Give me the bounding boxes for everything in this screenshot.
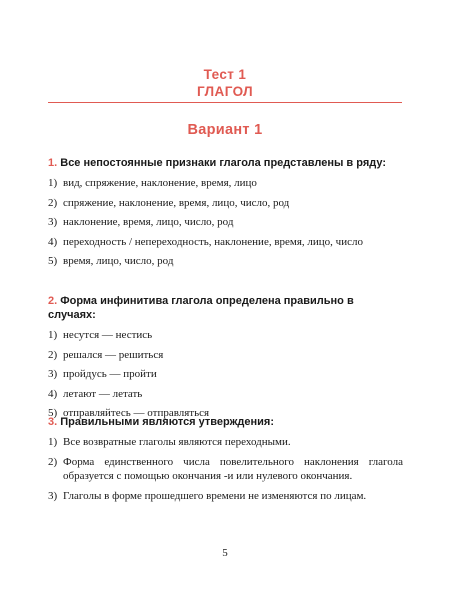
option-text: время, лицо, число, род: [63, 255, 174, 267]
question-title: [48, 294, 403, 322]
option-number: 3): [48, 489, 58, 502]
option-text: Глаголы в форме прошедшего времени не изменяются по лицам.: [63, 489, 367, 502]
option-number: 5): [48, 407, 58, 419]
option-text: отправляйтесь — отправляться: [63, 407, 210, 419]
option-number: 2): [48, 196, 58, 209]
option-text: летают — летать: [63, 387, 143, 400]
question-2: [48, 294, 403, 426]
option-text: Все возвратные глаголы являются переходными.: [63, 436, 291, 448]
header-divider: [48, 102, 402, 103]
option-list: [48, 176, 403, 269]
option-number: 1): [48, 329, 58, 341]
option-number: 1): [48, 436, 58, 448]
option-text: наклонение, время, лицо, число, род: [63, 216, 234, 228]
question-text: Все непостоянные признаки глагола представлены в ряду:: [60, 157, 386, 169]
question-number: 2.: [48, 295, 58, 307]
option-list: [48, 328, 403, 421]
test-title: Тест 1: [203, 67, 247, 82]
option: [48, 235, 403, 250]
option: [48, 435, 403, 450]
question-1: [48, 156, 403, 274]
option-text: спряжение, наклонение, время, лицо, число, род: [63, 196, 290, 209]
question-title: [48, 415, 403, 429]
option-number: 3): [48, 216, 58, 228]
option-list: [48, 435, 403, 503]
option-number: 1): [48, 177, 58, 189]
topic-title: ГЛАГОЛ: [196, 84, 254, 99]
option-number: 2): [48, 348, 58, 361]
option: [48, 215, 403, 230]
option-text: Форма единственного числа повелительного наклонения глагола образуется с помощью окончания -и или нулевого окончания.: [63, 455, 403, 482]
page-number: 5: [222, 547, 228, 559]
option: [48, 176, 403, 191]
option: [48, 367, 403, 382]
option: [48, 387, 403, 402]
option: [48, 455, 403, 484]
option: [48, 254, 403, 269]
question-title: [48, 156, 403, 170]
question-3: [48, 415, 403, 508]
option-text: вид, спряжение, наклонение, время, лицо: [63, 177, 257, 189]
option: [48, 196, 403, 211]
option-number: 4): [48, 235, 58, 248]
option-text: переходность / непереходность, наклонение, время, лицо, число: [63, 235, 363, 248]
question-number: 3.: [48, 416, 58, 428]
option-number: 5): [48, 255, 58, 267]
option-text: пройдусь — пройти: [63, 368, 157, 380]
question-number: 1.: [48, 157, 58, 169]
question-text: Правильными являются утверждения:: [60, 416, 274, 428]
option: [48, 348, 403, 363]
test-header: [48, 66, 402, 100]
variant-title: Вариант 1: [187, 122, 263, 138]
question-text: Форма инфинитива глагола определена правильно в случаях:: [48, 295, 354, 321]
option-number: 4): [48, 387, 58, 400]
option-text: решался — решиться: [63, 348, 164, 361]
option: [48, 489, 403, 504]
option-number: 2): [48, 455, 58, 468]
option-number: 3): [48, 368, 58, 380]
option-text: несутся — нестись: [63, 329, 153, 341]
option: [48, 328, 403, 343]
